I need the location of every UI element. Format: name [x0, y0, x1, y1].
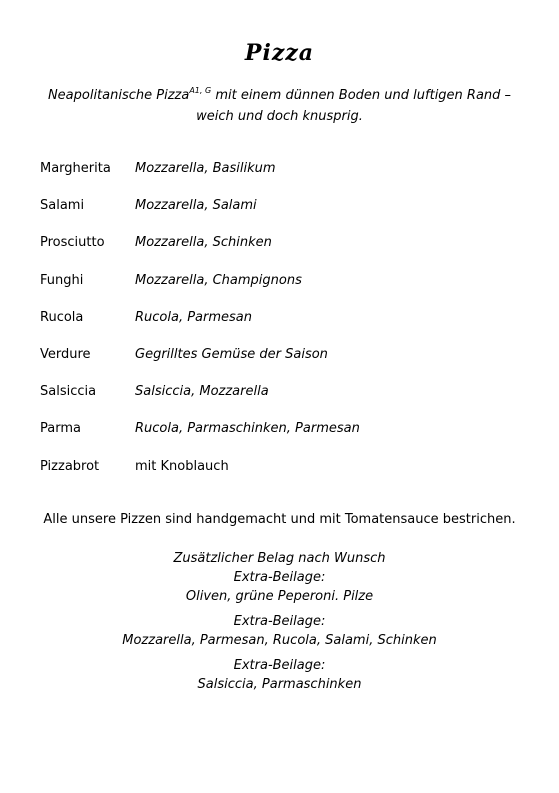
tomato-sauce-note: Alle unsere Pizzen sind handgemacht und mit Tomatensauce bestrichen. — [43, 512, 516, 527]
intro-text — [20, 85, 539, 127]
pizza-name: Prosciutto — [40, 235, 105, 251]
pizza-name: Parma — [40, 421, 81, 437]
pizza-toppings: Mozzarella, Salami — [135, 198, 257, 214]
pizza-name: Pizzabrot — [40, 458, 100, 474]
menu-item — [40, 383, 520, 420]
pizza-toppings: Rucola, Parmesan — [135, 309, 253, 325]
intro-text-after: mit einem dünnen Boden und luftigen Rand – — [211, 88, 512, 103]
extras-group-label: Extra-Beilage: — [233, 570, 326, 585]
pizza-name: Salsiccia — [40, 384, 97, 400]
extras-group-items: Salsiccia, Parmaschinken — [197, 677, 362, 692]
intro-text-before: Neapolitanische Pizza — [47, 88, 190, 103]
intro-line-2: weich und doch knusprig. — [196, 109, 363, 124]
extras-group-label: Extra-Beilage: — [233, 614, 326, 629]
menu-item — [40, 272, 520, 309]
pizza-toppings: Rucola, Parmaschinken, Parmesan — [135, 421, 360, 437]
pizza-toppings: Salsiccia, Mozzarella — [135, 384, 269, 400]
extra-toppings-section — [0, 549, 559, 694]
pizza-name: Funghi — [40, 272, 84, 288]
pizza-name: Verdure — [40, 346, 91, 362]
pizza-toppings: Mozzarella, Basilikum — [135, 161, 276, 176]
pizza-toppings: Mozzarella, Schinken — [135, 235, 272, 251]
extras-group-label: Extra-Beilage: — [233, 658, 326, 673]
extras-heading: Zusätzlicher Belag nach Wunsch — [173, 551, 386, 566]
menu-item — [40, 420, 520, 457]
pizza-name: Margherita — [40, 161, 111, 176]
menu-item — [40, 160, 520, 197]
menu-item — [40, 234, 520, 271]
pizza-name: Salami — [40, 198, 85, 214]
menu-item — [40, 309, 520, 346]
pizza-toppings: Gegrilltes Gemüse der Saison — [135, 346, 328, 362]
menu-item — [40, 197, 520, 234]
pizza-name: Rucola — [40, 309, 84, 325]
allergen-superscript: A1, G — [189, 86, 212, 95]
pizza-toppings: Mozzarella, Champignons — [135, 272, 302, 288]
menu-item — [40, 346, 520, 383]
intro-line-1 — [20, 85, 539, 106]
pizza-list — [40, 160, 520, 495]
page-title: Pizza — [244, 40, 315, 66]
extras-group-items: Mozzarella, Parmesan, Rucola, Salami, Schinken — [122, 633, 437, 648]
extras-group-items: Oliven, grüne Peperoni. Pilze — [185, 589, 374, 604]
menu-item — [40, 458, 520, 495]
pizza-toppings: mit Knoblauch — [135, 458, 229, 474]
